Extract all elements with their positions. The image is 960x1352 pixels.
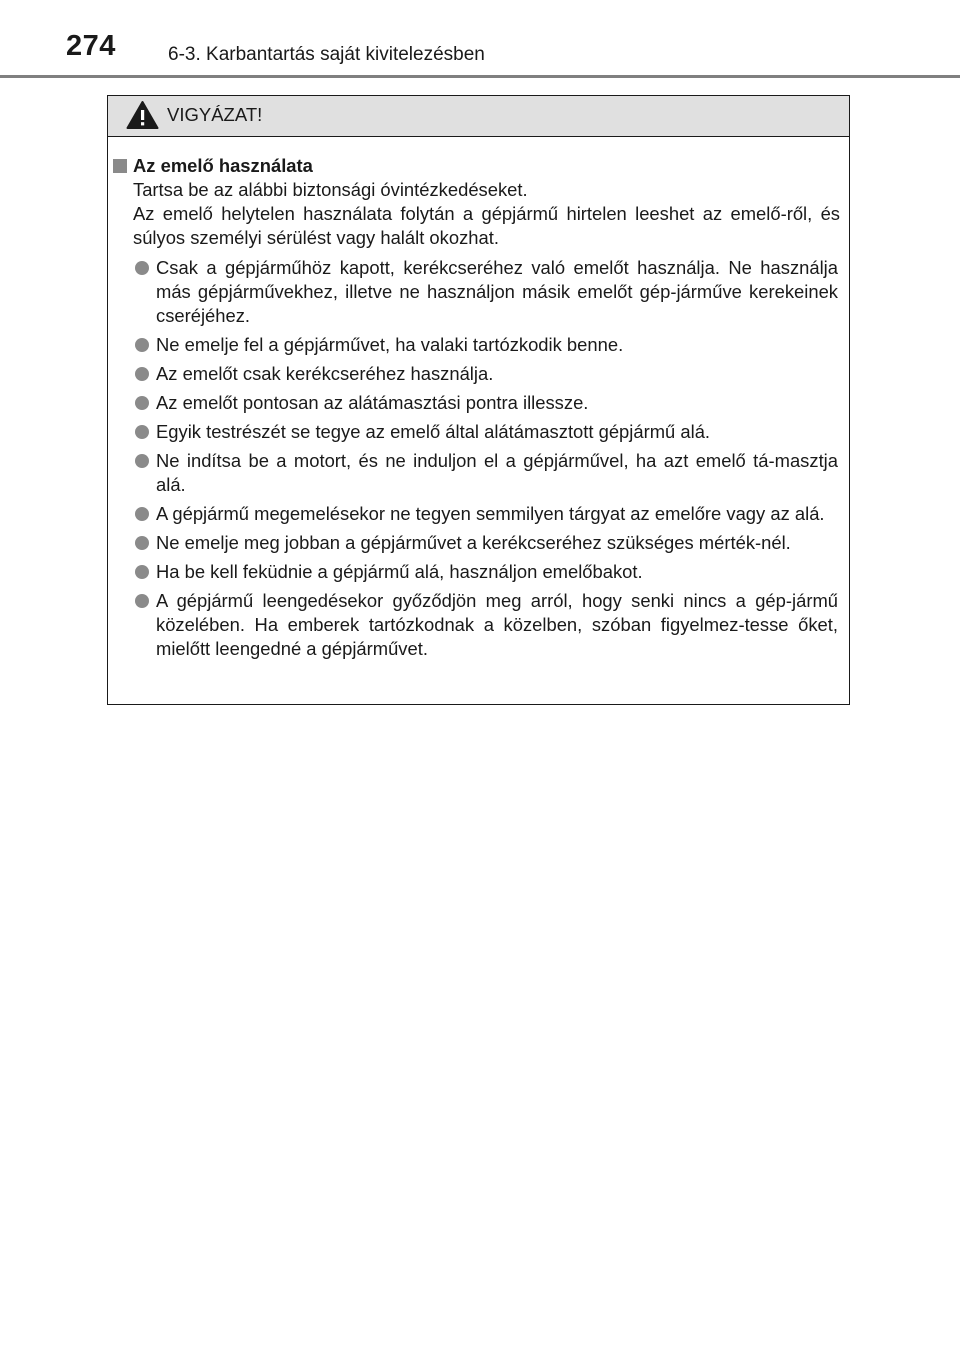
bullet-dot-icon xyxy=(135,536,149,550)
bullet-list xyxy=(108,256,840,661)
warning-box xyxy=(107,95,850,705)
intro-paragraph: Az emelő helytelen használata folytán a gépjármű hirtelen leeshet az emelő-ről, és súlyos személyi sérülést vagy halált okozhat. xyxy=(133,203,840,248)
list-item xyxy=(156,560,838,584)
list-item-text: Ha be kell feküdnie a gépjármű alá, használjon emelőbakot. xyxy=(156,561,643,582)
bullet-dot-icon xyxy=(135,594,149,608)
warning-triangle-icon xyxy=(126,100,159,130)
list-item-text: A gépjármű megemelésekor ne tegyen semmilyen tárgyat az emelőre vagy az alá. xyxy=(156,503,825,524)
page-header xyxy=(0,0,960,78)
bullet-dot-icon xyxy=(135,565,149,579)
bullet-dot-icon xyxy=(135,338,149,352)
list-item-text: Az emelőt pontosan az alátámasztási pontra illessze. xyxy=(156,392,589,413)
list-item-text: Egyik testrészét se tegye az emelő által alátámasztott gépjármű alá. xyxy=(156,421,711,442)
warning-header xyxy=(108,96,849,137)
bullet-dot-icon xyxy=(135,425,149,439)
list-item-text: Ne emelje meg jobban a gépjárművet a kerékcseréhez szükséges mérték-nél. xyxy=(156,532,791,553)
bullet-dot-icon xyxy=(135,261,149,275)
list-item xyxy=(156,531,838,555)
bullet-dot-icon xyxy=(135,367,149,381)
topic-heading: Az emelő használata xyxy=(133,155,313,176)
list-item-text: A gépjármű leengedésekor győződjön meg arról, hogy senki nincs a gép-jármű közelében. Ha emberek tartózkodnak a közelben, szóban figyelmez-tesse őket, mielőtt leengedné a gépjárművet. xyxy=(156,590,838,659)
list-item xyxy=(156,589,838,661)
page-number: 274 xyxy=(66,30,116,62)
list-item xyxy=(156,502,838,526)
bullet-dot-icon xyxy=(135,454,149,468)
bullet-dot-icon xyxy=(135,396,149,410)
header-divider xyxy=(0,75,960,78)
list-item-text: Ne indítsa be a motort, és ne induljon el a gépjárművel, ha azt emelő tá-masztja alá. xyxy=(156,450,838,495)
bullet-dot-icon xyxy=(135,507,149,521)
list-item-text: Csak a gépjárműhöz kapott, kerékcseréhez való emelőt használja. Ne használja más gépjárművekhez, illetve ne használjon másik emelőt gép-járműve kerekeinek cseréjéhez. xyxy=(156,257,838,326)
warning-topic xyxy=(108,154,840,250)
list-item-text: Az emelőt csak kerékcseréhez használja. xyxy=(156,363,494,384)
section-title: 6-3. Karbantartás saját kivitelezésben xyxy=(168,44,485,65)
square-bullet-icon xyxy=(113,159,127,173)
list-item xyxy=(156,449,838,497)
list-item xyxy=(156,362,838,386)
list-item xyxy=(156,420,838,444)
warning-body xyxy=(108,137,849,661)
list-item xyxy=(156,256,838,328)
warning-title: VIGYÁZAT! xyxy=(167,104,263,125)
list-item-text: Ne emelje fel a gépjárművet, ha valaki tartózkodik benne. xyxy=(156,334,624,355)
list-item xyxy=(156,333,838,357)
list-item xyxy=(156,391,838,415)
intro-paragraph: Tartsa be az alábbi biztonsági óvintézkedéseket. xyxy=(133,179,528,200)
